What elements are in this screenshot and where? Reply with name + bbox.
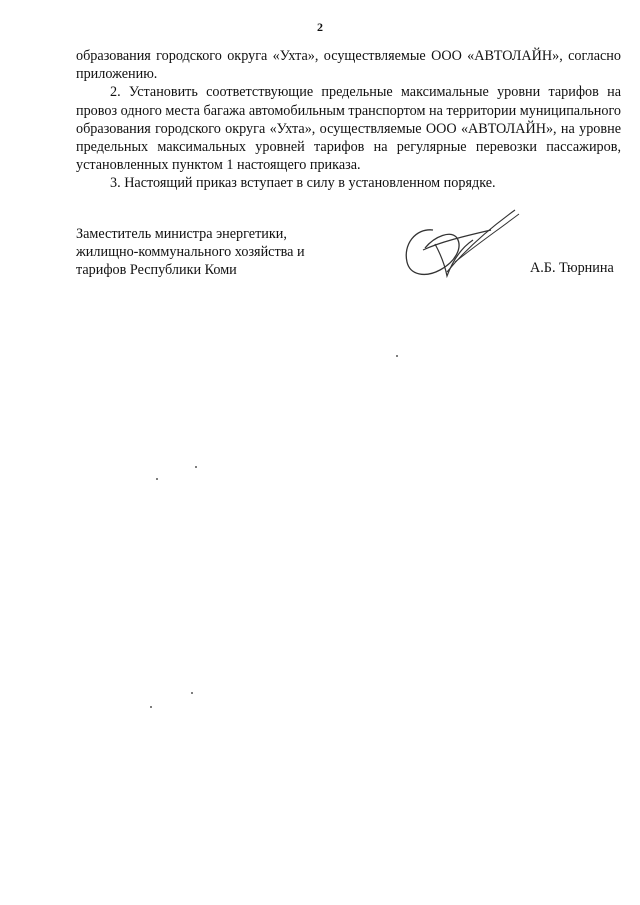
scan-speck [191,692,193,694]
scan-speck [150,706,152,708]
paragraph-2: 2. Установить соответствующие предельные максимальные уровни тарифов на провоз одного места багажа автомобильным транспортом на территории муниципального образования городского округа «Ухта», осуществляемые ООО «АВТОЛАЙН», на уровне предельных максимальных уровней тарифов на регулярные перевозки пассажиров, установленных пунктом 1 настоящего приказа. [76,84,621,174]
signatory-title-line-3: тарифов Республики Коми [76,262,237,278]
paragraph-continuation: образования городского округа «Ухта», осуществляемые ООО «АВТОЛАЙН», согласно приложению. [76,48,621,83]
document-body [76,47,621,193]
signatory-title-line-1: Заместитель министра энергетики, [76,226,287,242]
scan-speck [396,355,398,357]
signatory-title-line-2: жилищно-коммунального хозяйства и [76,244,305,260]
scan-speck [195,466,197,468]
signatory-title [76,225,336,279]
page-number: 2 [317,20,323,34]
scan-speck [156,478,158,480]
handwritten-signature [395,200,525,290]
paragraph-3: 3. Настоящий приказ вступает в силу в установленном порядке. [110,175,496,192]
signatory-name: А.Б. Тюрнина [530,260,614,276]
